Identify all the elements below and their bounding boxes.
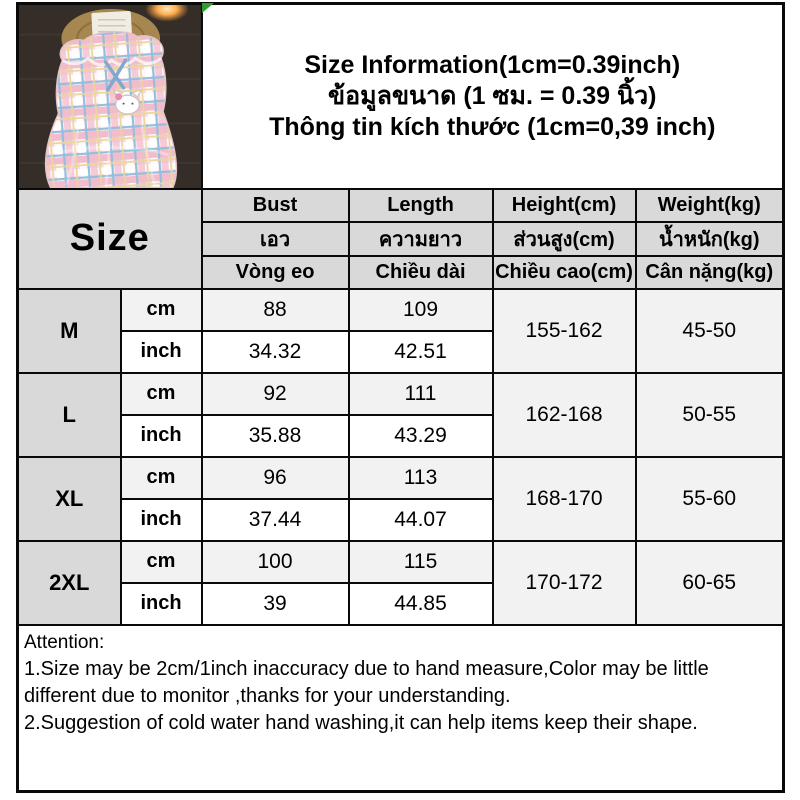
title-line-vietnamese: Thông tin kích thước (1cm=0,39 inch) xyxy=(269,112,716,141)
bust-inch-2xl: 39 xyxy=(202,583,349,625)
header-bust-th: เอว xyxy=(202,222,349,256)
header-weight-en: Weight(kg) xyxy=(636,189,784,222)
title-block xyxy=(202,4,784,189)
bust-inch-l: 35.88 xyxy=(202,415,349,457)
green-triangle-marker xyxy=(202,3,214,13)
bust-cm-2xl: 100 xyxy=(202,541,349,583)
weight-l: 50-55 xyxy=(636,373,784,457)
bust-inch-xl: 37.44 xyxy=(202,499,349,541)
length-inch-m: 42.51 xyxy=(349,331,493,373)
size-label-l: L xyxy=(18,373,121,457)
bust-cm-l: 92 xyxy=(202,373,349,415)
header-weight-th: น้ำหนัก(kg) xyxy=(636,222,784,256)
header-weight-vi: Cân nặng(kg) xyxy=(636,256,784,289)
attention-note xyxy=(18,625,784,792)
title-line-thai: ข้อมูลขนาด (1 ซม. = 0.39 นิ้ว) xyxy=(328,81,657,110)
header-height-en: Height(cm) xyxy=(493,189,636,222)
length-cm-xl: 113 xyxy=(349,457,493,499)
height-m: 155-162 xyxy=(493,289,636,373)
header-height-th: ส่วนสูง(cm) xyxy=(493,222,636,256)
attention-note-1: 1.Size may be 2cm/1inch inaccuracy due to hand measure,Color may be little different due to monitor ,thanks for your understanding. xyxy=(24,657,709,707)
header-bust-en: Bust xyxy=(202,189,349,222)
title-line-english: Size Information(1cm=0.39inch) xyxy=(304,50,681,79)
length-cm-2xl: 115 xyxy=(349,541,493,583)
height-l: 162-168 xyxy=(493,373,636,457)
bust-cm-xl: 96 xyxy=(202,457,349,499)
unit-label-inch: inch xyxy=(121,583,202,625)
unit-label-inch: inch xyxy=(121,415,202,457)
size-label-2xl: 2XL xyxy=(18,541,121,625)
length-cm-l: 111 xyxy=(349,373,493,415)
attention-heading: Attention: xyxy=(24,631,105,653)
size-corner-label: Size xyxy=(18,189,202,289)
header-length-th: ความยาว xyxy=(349,222,493,256)
unit-label-inch: inch xyxy=(121,499,202,541)
length-inch-xl: 44.07 xyxy=(349,499,493,541)
length-cm-m: 109 xyxy=(349,289,493,331)
header-length-en: Length xyxy=(349,189,493,222)
header-bust-vi: Vòng eo xyxy=(202,256,349,289)
unit-label-cm: cm xyxy=(121,373,202,415)
size-table xyxy=(16,2,785,793)
height-xl: 168-170 xyxy=(493,457,636,541)
weight-xl: 55-60 xyxy=(636,457,784,541)
bust-cm-m: 88 xyxy=(202,289,349,331)
height-2xl: 170-172 xyxy=(493,541,636,625)
size-label-xl: XL xyxy=(18,457,121,541)
unit-label-cm: cm xyxy=(121,541,202,583)
product-photo xyxy=(18,4,202,189)
length-inch-2xl: 44.85 xyxy=(349,583,493,625)
length-inch-l: 43.29 xyxy=(349,415,493,457)
unit-label-cm: cm xyxy=(121,289,202,331)
header-height-vi: Chiều cao(cm) xyxy=(493,256,636,289)
unit-label-cm: cm xyxy=(121,457,202,499)
unit-label-inch: inch xyxy=(121,331,202,373)
weight-m: 45-50 xyxy=(636,289,784,373)
attention-note-2: 2.Suggestion of cold water hand washing,it can help items keep their shape. xyxy=(24,711,698,734)
product-photo-illustration xyxy=(19,5,201,188)
size-label-m: M xyxy=(18,289,121,373)
header-length-vi: Chiều dài xyxy=(349,256,493,289)
weight-2xl: 60-65 xyxy=(636,541,784,625)
dress-body xyxy=(46,32,177,188)
bust-inch-m: 34.32 xyxy=(202,331,349,373)
